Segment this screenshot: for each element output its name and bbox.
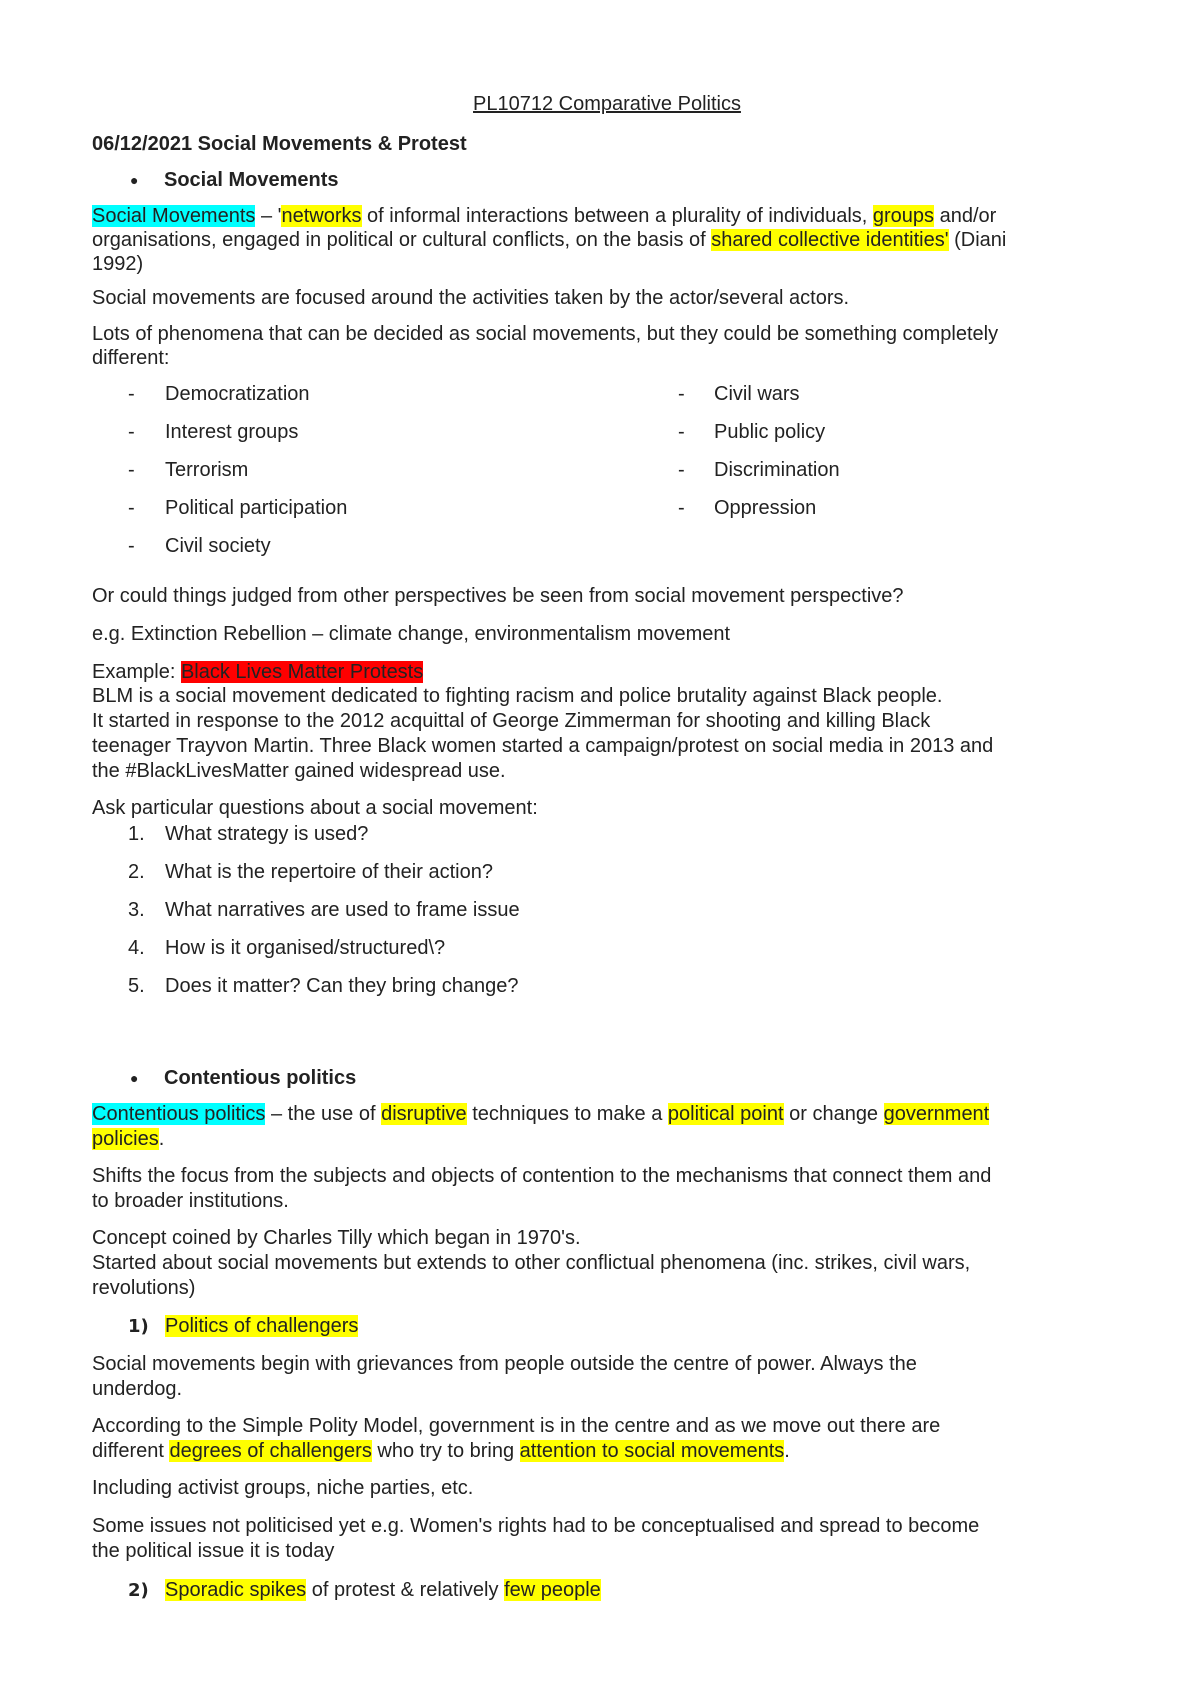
paragraph: Social movements begin with grievances from people outside the centre of power. Always the [92, 1353, 917, 1375]
paragraph: Concept coined by Charles Tilly which began in 1970's. [92, 1227, 581, 1249]
highlight: government [883, 1103, 990, 1125]
question-item: How is it organised/structured\? [165, 937, 446, 959]
paragraph: Lots of phenomena that can be decided as social movements, but they could be something completely [92, 323, 999, 345]
section-heading-contentious-politics: Contentious politics [164, 1067, 357, 1089]
definition-line: policies. [92, 1128, 165, 1150]
paragraph: underdog. [92, 1378, 183, 1400]
paragraph: the political issue it is today [92, 1540, 335, 1562]
dash-marker: - [678, 459, 685, 481]
highlight: Politics of challengers [165, 1315, 359, 1337]
term-highlight: Contentious politics [92, 1103, 266, 1125]
list-item: Terrorism [165, 459, 249, 481]
question-item: Does it matter? Can they bring change? [165, 975, 519, 997]
highlight: degrees of challengers [169, 1440, 372, 1462]
subheading: Sporadic spikes of protest & relatively few people [165, 1579, 601, 1601]
dash-marker: - [678, 421, 685, 443]
list-item: Oppression [714, 497, 817, 519]
example-highlight: Black Lives Matter Protests [180, 661, 424, 683]
paragraph: It started in response to the 2012 acquittal of George Zimmerman for shooting and killing Black [92, 710, 931, 732]
paragraph: BLM is a social movement dedicated to fighting racism and police brutality against Black people. [92, 685, 943, 707]
question-item: What is the repertoire of their action? [165, 861, 493, 883]
paragraph: different degrees of challengers who try to bring attention to social movements. [92, 1440, 790, 1462]
list-number: 4. [128, 937, 145, 959]
list-item: Civil society [165, 535, 271, 557]
paragraph: According to the Simple Polity Model, government is in the centre and as we move out there are [92, 1415, 941, 1437]
highlight: attention to social movements [519, 1440, 785, 1462]
highlight: Sporadic spikes [165, 1579, 307, 1601]
list-number: 1. [128, 823, 145, 845]
list-item: Public policy [714, 421, 826, 443]
highlight: policies [92, 1128, 159, 1150]
paragraph: Started about social movements but extends to other conflictual phenomena (inc. strikes, civil wars, [92, 1252, 971, 1274]
list-item: Civil wars [714, 383, 800, 405]
paragraph: Social movements are focused around the activities taken by the actor/several actors. [92, 287, 850, 309]
document-title: PL10712 Comparative Politics [473, 93, 741, 115]
list-item: Discrimination [714, 459, 840, 481]
paragraph: the #BlackLivesMatter gained widespread use. [92, 760, 506, 782]
bullet-icon: ● [130, 172, 139, 188]
paragraph: Including activist groups, niche parties, etc. [92, 1477, 474, 1499]
date-heading: 06/12/2021 Social Movements & Protest [92, 133, 467, 155]
list-number: 3. [128, 899, 145, 921]
highlight: shared collective identities' [711, 229, 949, 251]
highlight: groups [872, 205, 935, 227]
question-item: What strategy is used? [165, 823, 369, 845]
list-number: 2. [128, 861, 145, 883]
paragraph: e.g. Extinction Rebellion – climate change, environmentalism movement [92, 623, 731, 645]
dash-marker: - [678, 383, 685, 405]
highlight: political point [667, 1103, 784, 1125]
sub-number: 1) [128, 1316, 149, 1337]
list-item: Democratization [165, 383, 310, 405]
definition-line: Social Movements – 'networks of informal interactions between a plurality of individuals, groups and/or [92, 205, 997, 227]
dash-marker: - [128, 383, 135, 405]
paragraph: revolutions) [92, 1277, 196, 1299]
term-highlight: Social Movements [92, 205, 256, 227]
highlight: disruptive [381, 1103, 467, 1125]
paragraph: Shifts the focus from the subjects and objects of contention to the mechanisms that connect them and [92, 1165, 992, 1187]
dash-marker: - [128, 535, 135, 557]
question-item: What narratives are used to frame issue [165, 899, 520, 921]
paragraph: Or could things judged from other perspectives be seen from social movement perspective? [92, 585, 904, 607]
list-item: Political participation [165, 497, 348, 519]
highlight: networks [281, 205, 362, 227]
list-number: 5. [128, 975, 145, 997]
definition-line: 1992) [92, 253, 144, 275]
definition-line: organisations, engaged in political or cultural conflicts, on the basis of shared collective identities' (Diani [92, 229, 1007, 251]
example-line: Example: Black Lives Matter Protests [92, 661, 424, 683]
dash-marker: - [128, 459, 135, 481]
sub-number: 2) [128, 1580, 149, 1601]
subheading [165, 1314, 358, 1339]
dash-marker: - [678, 497, 685, 519]
highlight: few people [504, 1579, 601, 1601]
paragraph: different: [92, 347, 170, 369]
paragraph: to broader institutions. [92, 1190, 289, 1212]
dash-marker: - [128, 497, 135, 519]
paragraph: teenager Trayvon Martin. Three Black women started a campaign/protest on social media in 2013 and [92, 735, 994, 757]
paragraph: Ask particular questions about a social movement: [92, 797, 538, 819]
dash-marker: - [128, 421, 135, 443]
definition-line: Contentious politics – the use of disruptive techniques to make a political point or change government [92, 1103, 990, 1125]
section-heading-social-movements: Social Movements [164, 169, 339, 191]
list-item: Interest groups [165, 421, 299, 443]
bullet-icon: ● [130, 1070, 139, 1086]
paragraph: Some issues not politicised yet e.g. Women's rights had to be conceptualised and spread to become [92, 1515, 980, 1537]
